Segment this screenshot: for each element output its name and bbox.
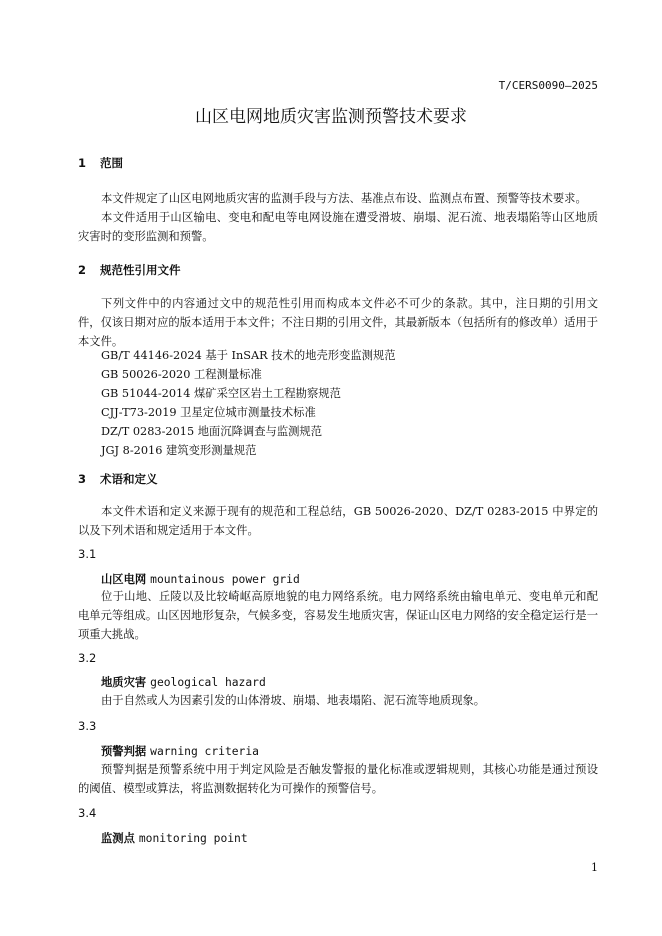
section-number: 2 [78, 263, 87, 277]
page-number: 1 [591, 861, 598, 874]
term-en: warning criteria [150, 745, 259, 758]
term-heading [101, 743, 259, 759]
reference-item: GB 50026-2020 工程测量标准 [101, 368, 262, 381]
term-en: mountainous power grid [150, 573, 300, 586]
section-3-paragraph-1: 本文件术语和定义来源于现有的规范和工程总结，GB 50026-2020、DZ/T 0283-2015 中界定的以及下列术语和规定适用于本文件。 [78, 505, 598, 537]
term-en: monitoring point [138, 832, 248, 845]
term-number: 3.4 [78, 806, 97, 820]
term-definition: 位于山地、丘陵以及比较崎岖高原地貌的电力网络系统。电力网络系统由输电单元、变电单元和配电单元等组成。山区因地形复杂，气候多变，容易发生地质灾害，保证山区电力网络的安全稳定运行是一项重大挑战。 [78, 590, 598, 641]
term-definition: 由于自然或人为因素引发的山体滑坡、崩塌、地表塌陷、泥石流等地质现象。 [101, 694, 486, 707]
term-zh: 预警判据 [101, 745, 147, 758]
section-1-heading [78, 155, 123, 171]
term-heading [101, 571, 300, 587]
section-number: 1 [78, 156, 87, 170]
term-number: 3.2 [78, 651, 97, 665]
section-2-paragraph-1: 下列文件中的内容通过文中的规范性引用而构成本文件必不可少的条款。其中，注日期的引用文件，仅该日期对应的版本适用于本文件；不注日期的引用文件，其最新版本（包括所有的修改单）适用于本文件。 [78, 297, 598, 348]
reference-item: GB/T 44146-2024 基于 InSAR 技术的地壳形变监测规范 [101, 349, 396, 362]
term-heading [101, 674, 266, 690]
document-number: T/CERS0090—2025 [498, 79, 598, 92]
term-zh: 监测点 [101, 832, 135, 845]
section-title: 术语和定义 [100, 472, 158, 486]
reference-item: DZ/T 0283-2015 地面沉降调查与监测规范 [101, 425, 323, 438]
reference-item: CJJ-T73-2019 卫星定位城市测量技术标准 [101, 406, 316, 419]
reference-item: JGJ 8-2016 建筑变形测量规范 [101, 444, 257, 457]
section-3-heading [78, 471, 158, 487]
term-definition: 预警判据是预警系统中用于判定风险是否触发警报的量化标准或逻辑规则，其核心功能是通过预设的阈值、模型或算法，将监测数据转化为可操作的预警信号。 [78, 763, 598, 795]
term-heading [101, 830, 248, 846]
term-zh: 山区电网 [101, 573, 147, 586]
term-en: geological hazard [150, 676, 266, 689]
section-number: 3 [78, 472, 87, 486]
term-number: 3.1 [78, 547, 97, 561]
document-title: 山区电网地质灾害监测预警技术要求 [195, 107, 467, 127]
section-1-paragraph-1: 本文件规定了山区电网地质灾害的监测手段与方法、基准点布设、监测点布置、预警等技术要求。 [101, 192, 587, 205]
reference-item: GB 51044-2014 煤矿采空区岩土工程勘察规范 [101, 387, 341, 400]
section-title: 范围 [100, 156, 123, 170]
term-number: 3.3 [78, 719, 97, 733]
section-title: 规范性引用文件 [100, 263, 181, 277]
term-zh: 地质灾害 [101, 676, 147, 689]
section-2-heading [78, 262, 181, 278]
section-1-paragraph-2: 本文件适用于山区输电、变电和配电等电网设施在遭受滑坡、崩塌、泥石流、地表塌陷等山区地质灾害时的变形监测和预警。 [78, 211, 598, 243]
